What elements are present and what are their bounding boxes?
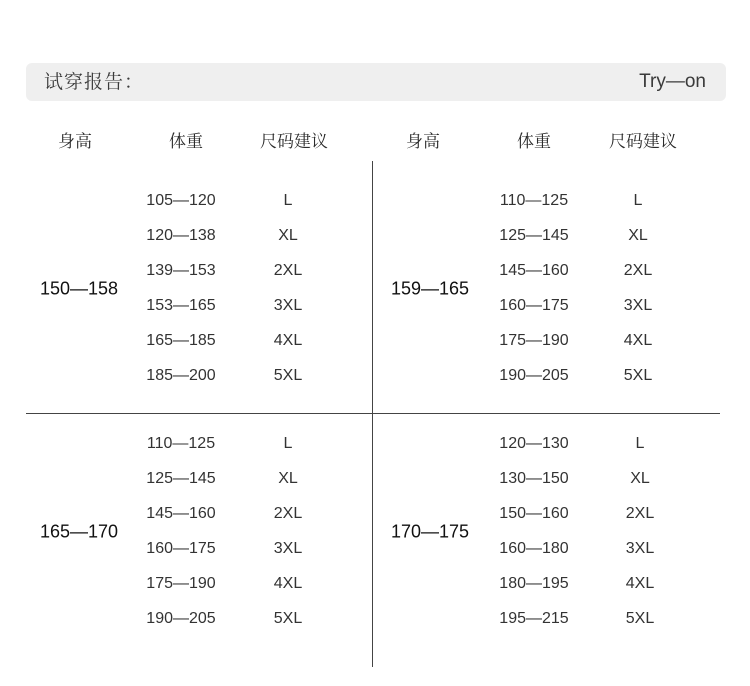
weight-range: 195—215 xyxy=(499,610,569,627)
height-range: 159—165 xyxy=(390,278,470,298)
height-range: 150—158 xyxy=(39,278,119,298)
size-recommendation: 4XL xyxy=(273,575,303,592)
weight-range: 139—153 xyxy=(146,262,216,279)
weight-range: 120—130 xyxy=(499,435,569,452)
size-recommendation: 4XL xyxy=(273,332,303,349)
size-recommendation: L xyxy=(633,192,643,209)
size-recommendation: L xyxy=(283,192,293,209)
weight-range: 153—165 xyxy=(146,297,216,314)
size-recommendation: 3XL xyxy=(273,297,303,314)
weight-range: 175—190 xyxy=(499,332,569,349)
size-recommendation: 5XL xyxy=(273,610,303,627)
size-recommendation: 5XL xyxy=(623,367,653,384)
weight-range: 165—185 xyxy=(146,332,216,349)
size-recommendation: XL xyxy=(628,227,648,244)
size-recommendation: 4XL xyxy=(625,575,655,592)
size-recommendation: 3XL xyxy=(623,297,653,314)
weight-range: 110—125 xyxy=(146,435,216,452)
vertical-divider xyxy=(372,161,373,667)
size-recommendation: 2XL xyxy=(273,505,303,522)
size-recommendation: 4XL xyxy=(623,332,653,349)
size-recommendation: XL xyxy=(630,470,650,487)
size-recommendation: L xyxy=(635,435,645,452)
horizontal-divider xyxy=(26,413,720,414)
header-height-left: 身高 xyxy=(58,132,92,152)
header-weight-left: 体重 xyxy=(169,132,203,152)
size-recommendation: 3XL xyxy=(273,540,303,557)
weight-range: 130—150 xyxy=(499,470,569,487)
size-recommendation: XL xyxy=(278,470,298,487)
title-bar xyxy=(26,63,726,101)
header-size-right: 尺码建议 xyxy=(609,132,677,152)
header-size-left: 尺码建议 xyxy=(260,132,328,152)
weight-range: 160—175 xyxy=(146,540,216,557)
size-recommendation: 5XL xyxy=(625,610,655,627)
size-recommendation: 2XL xyxy=(623,262,653,279)
weight-range: 175—190 xyxy=(146,575,216,592)
weight-range: 150—160 xyxy=(499,505,569,522)
title-left: 试穿报告： xyxy=(44,71,145,93)
weight-range: 190—205 xyxy=(499,367,569,384)
size-recommendation: 3XL xyxy=(625,540,655,557)
weight-range: 160—175 xyxy=(499,297,569,314)
size-recommendation: XL xyxy=(278,227,298,244)
weight-range: 145—160 xyxy=(499,262,569,279)
header-weight-right: 体重 xyxy=(517,132,551,152)
weight-range: 120—138 xyxy=(146,227,216,244)
height-range: 165—170 xyxy=(39,521,119,541)
weight-range: 190—205 xyxy=(146,610,216,627)
size-recommendation: L xyxy=(283,435,293,452)
title-right: Try—on xyxy=(639,71,706,92)
size-recommendation: 2XL xyxy=(273,262,303,279)
weight-range: 105—120 xyxy=(146,192,216,209)
height-range: 170—175 xyxy=(390,521,470,541)
size-recommendation: 5XL xyxy=(273,367,303,384)
weight-range: 125—145 xyxy=(146,470,216,487)
weight-range: 180—195 xyxy=(499,575,569,592)
size-recommendation: 2XL xyxy=(625,505,655,522)
weight-range: 185—200 xyxy=(146,367,216,384)
weight-range: 160—180 xyxy=(499,540,569,557)
weight-range: 125—145 xyxy=(499,227,569,244)
weight-range: 110—125 xyxy=(499,192,569,209)
header-height-right: 身高 xyxy=(406,132,440,152)
weight-range: 145—160 xyxy=(146,505,216,522)
